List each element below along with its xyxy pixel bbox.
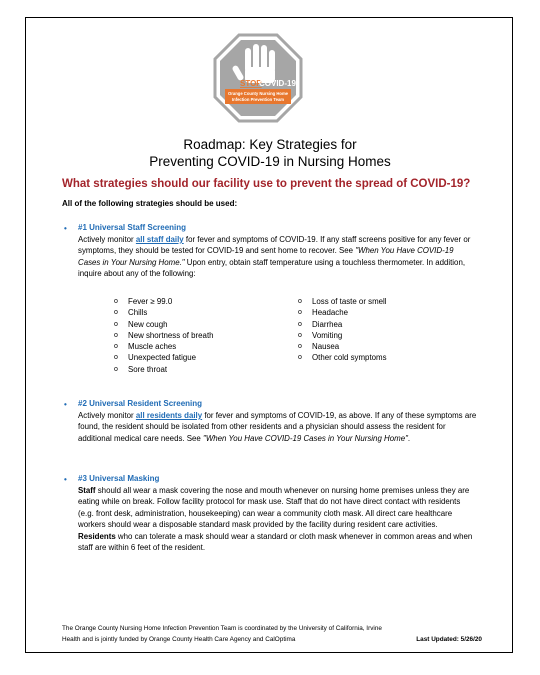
- section1-paragraph: [78, 234, 478, 280]
- stop-covid-logo: [213, 33, 303, 123]
- s2-text-b: for fever and symptoms of COVID-19, as above. If any of these symptoms are found, the resident should be isolated from other residents and a physician should assess the resident for additional medical care needs. See: [78, 411, 477, 443]
- s2-highlight: all residents daily: [135, 411, 203, 420]
- main-question: What strategies should our facility use to prevent the spread of COVID-19?: [62, 178, 471, 190]
- symptom-item: o Sore throat: [114, 364, 214, 375]
- title-line1: Roadmap: Key Strategies for: [183, 137, 357, 152]
- symptom-item: o Unexpected fatigue: [114, 352, 214, 363]
- section3-residents-paragraph: [78, 531, 478, 554]
- bullet-icon: •: [64, 224, 67, 233]
- logo-covid-text: COVID-19: [259, 79, 296, 88]
- section3-heading-text: #3 Universal Masking: [78, 474, 160, 483]
- symptom-list-left: [114, 296, 214, 375]
- logo-stop-text: STOP: [240, 79, 262, 88]
- intro-text: All of the following strategies should be used:: [62, 199, 238, 208]
- section2-paragraph: [78, 410, 478, 444]
- s1-text-b: for fever and symptoms of COVID-19. If any staff screens positive for any fever or symptoms, they should be tested for COVID-19 and sent home to recover. See: [78, 235, 471, 256]
- s3-staff-text: should all wear a mask covering the nose and mouth whenever on nursing home premises unless they are eating while on break. Follow facility protocol for mask use. Staff that do not have direct contact with residents (e.g. front desk, administration, housekeeping) can wear a community cloth mask. All direct care healthcare workers should wear a disposable standard mask provided by the facility during resident care activities.: [78, 486, 470, 530]
- section-resident-screening: [64, 398, 478, 444]
- symptom-item: o Vomiting: [298, 330, 387, 341]
- section2-heading: [64, 398, 478, 409]
- bullet-icon: •: [64, 475, 67, 484]
- symptom-item: o Diarrhea: [298, 319, 387, 330]
- footer-line2: Health and is jointly funded by Orange County Health Care Agency and CalOptima: [62, 636, 296, 643]
- section-universal-masking: [64, 473, 478, 553]
- symptom-item: o Other cold symptoms: [298, 352, 387, 363]
- s1-text-c: Upon entry, obtain staff temperature using a touchless thermometer. In addition, inquire about any of the following:: [78, 257, 466, 279]
- section3-heading: [64, 473, 478, 484]
- symptom-item: o Headache: [298, 307, 387, 318]
- s2-text-a: Actively monitor: [78, 411, 136, 420]
- logo-org-line2: Infection Prevention Team: [231, 97, 285, 102]
- section3-staff-paragraph: [78, 485, 478, 531]
- symptom-item: o New cough: [114, 319, 214, 330]
- title-line2: Preventing COVID-19 in Nursing Homes: [149, 154, 391, 169]
- logo-org-line1: Orange County Nursing Home: [227, 91, 289, 96]
- s2-text-c: .: [407, 433, 411, 443]
- page-title: [40, 136, 500, 170]
- s2-italic-ref: "When You Have COVID-19 Cases in Your Nursing Home": [203, 433, 408, 443]
- footer-line1: The Orange County Nursing Home Infection Prevention Team is coordinated by the University of California, Irvine: [62, 625, 382, 632]
- section-staff-screening: [64, 222, 478, 280]
- bullet-icon: •: [64, 400, 67, 409]
- symptom-item: o New shortness of breath: [114, 330, 214, 341]
- symptom-list-right: [298, 296, 387, 364]
- symptom-item: o Fever ≥ 99.0: [114, 296, 214, 307]
- symptom-item: o Muscle aches: [114, 341, 214, 352]
- symptom-item: o Loss of taste or smell: [298, 296, 387, 307]
- s3-staff-label: Staff: [78, 486, 96, 495]
- section2-heading-text: #2 Universal Resident Screening: [78, 399, 203, 408]
- s1-text-a: Actively monitor: [78, 235, 136, 244]
- symptom-item: o Nausea: [298, 341, 387, 352]
- last-updated: Last Updated: 5/26/20: [416, 636, 482, 643]
- section1-heading-text: #1 Universal Staff Screening: [78, 223, 187, 232]
- section1-heading: [64, 222, 478, 233]
- s3-residents-text: who can tolerate a mask should wear a standard or cloth mask whenever in common areas and when staff are within 6 feet of the resident.: [78, 531, 473, 553]
- symptom-item: o Chills: [114, 307, 214, 318]
- footer: [62, 623, 482, 645]
- s3-residents-label: Residents: [78, 531, 116, 541]
- s1-highlight: all staff daily: [135, 235, 184, 244]
- s1-italic-ref: "When You Have COVID-19 Cases in Your Nursing Home.": [78, 246, 454, 267]
